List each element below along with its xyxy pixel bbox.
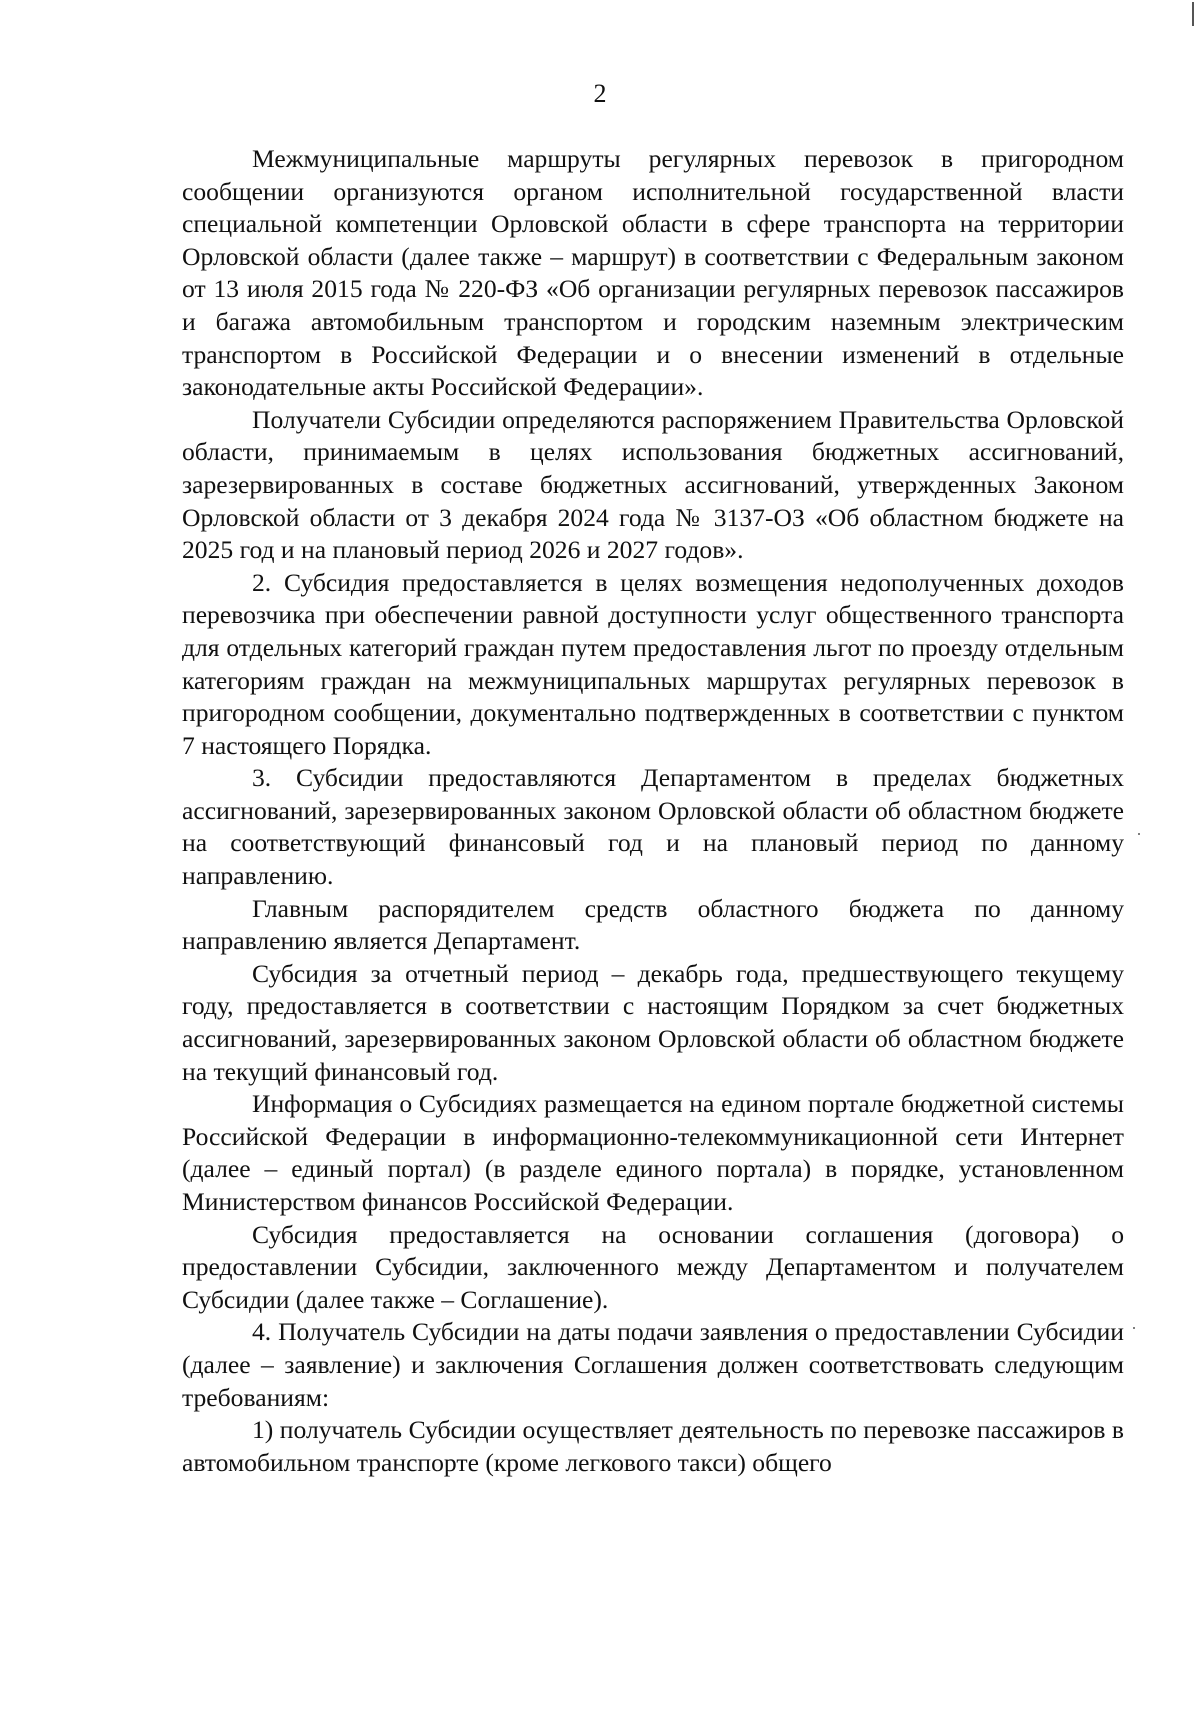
paragraph-agreement: Субсидия предоставляется на основании соглашения (договора) о предоставлении Субсидии, заключенного между Департаментом и получателем Субсидии (далее также – Соглашение). [182, 1219, 1124, 1314]
paragraph-item-3: 3. Субсидии предоставляются Департаментом в пределах бюджетных ассигнований, зарезервированных законом Орловской области об областном бюджете на соответствующий финансовый год и на плановый период по данному направлению. [182, 763, 1124, 891]
paragraph-portal-information: Информация о Субсидиях размещается на едином портале бюджетной системы Российской Федерации в информационно-телекоммуникационной сети Интернет (далее – единый портал) (в разделе единого портала) в порядке, установленном Министерством финансов Российской Федерации. [182, 1089, 1124, 1216]
paragraph-subitem-1: 1) получатель Субсидии осуществляет деятельность по перевозке пассажиров в автомобильном транспорте (кроме легкового такси) общего [182, 1415, 1124, 1477]
paragraph-recipients: Получатели Субсидии определяются распоряжением Правительства Орловской области, принимаемым в целях использования бюджетных ассигнований, зарезервированных в составе бюджетных ассигнований, утвержденных Законом Орловской области от 3 декабря 2024 года № 3137-ОЗ «Об областном бюджете на 2025 год и на плановый период 2026 и 2027 годов». [182, 404, 1124, 565]
document-body [182, 143, 1124, 1479]
scan-artifact-dot [1138, 833, 1140, 835]
paragraph-main-administrator: Главным распорядителем средств областного бюджета по данному направлению является Департамент. [182, 893, 1124, 956]
scan-artifact-mark [1192, 2, 1194, 26]
paragraph-reporting-period: Субсидия за отчетный период – декабрь года, предшествующего текущему году, предоставляется в соответствии с настоящим Порядком за счет бюджетных ассигнований, зарезервированных законом Орловской области об областном бюджете на текущий финансовый год. [182, 958, 1124, 1086]
paragraph-routes: Межмуниципальные маршруты регулярных перевозок в пригородном сообщении организуются органом исполнительной государственной власти специальной компетенции Орловской области в сфере транспорта на территории Орловской области (далее также – маршрут) в соответствии с Федеральным законом от 13 июля 2015 года № 220-ФЗ «Об организации регулярных перевозок пассажиров и багажа автомобильным транспортом и городским наземным электрическим транспортом в Российской Федерации и о внесении изменений в отдельные законодательные акты Российской Федерации». [182, 144, 1124, 402]
paragraph-item-4: 4. Получатель Субсидии на даты подачи заявления о предоставлении Субсидии (далее – заявление) и заключения Соглашения должен соответствовать следующим требованиям: [182, 1317, 1124, 1412]
page-number: 2 [593, 79, 607, 108]
scan-artifact-dot [1133, 1327, 1135, 1329]
paragraph-item-2: 2. Субсидия предоставляется в целях возмещения недополученных доходов перевозчика при обеспечении равной доступности услуг общественного транспорта для отдельных категорий граждан путем предоставления льгот по проезду отдельным категориям граждан на межмуниципальных маршрутах регулярных перевозок в пригородном сообщении, документально подтвержденных в соответствии с пунктом 7 настоящего Порядка. [182, 567, 1124, 760]
